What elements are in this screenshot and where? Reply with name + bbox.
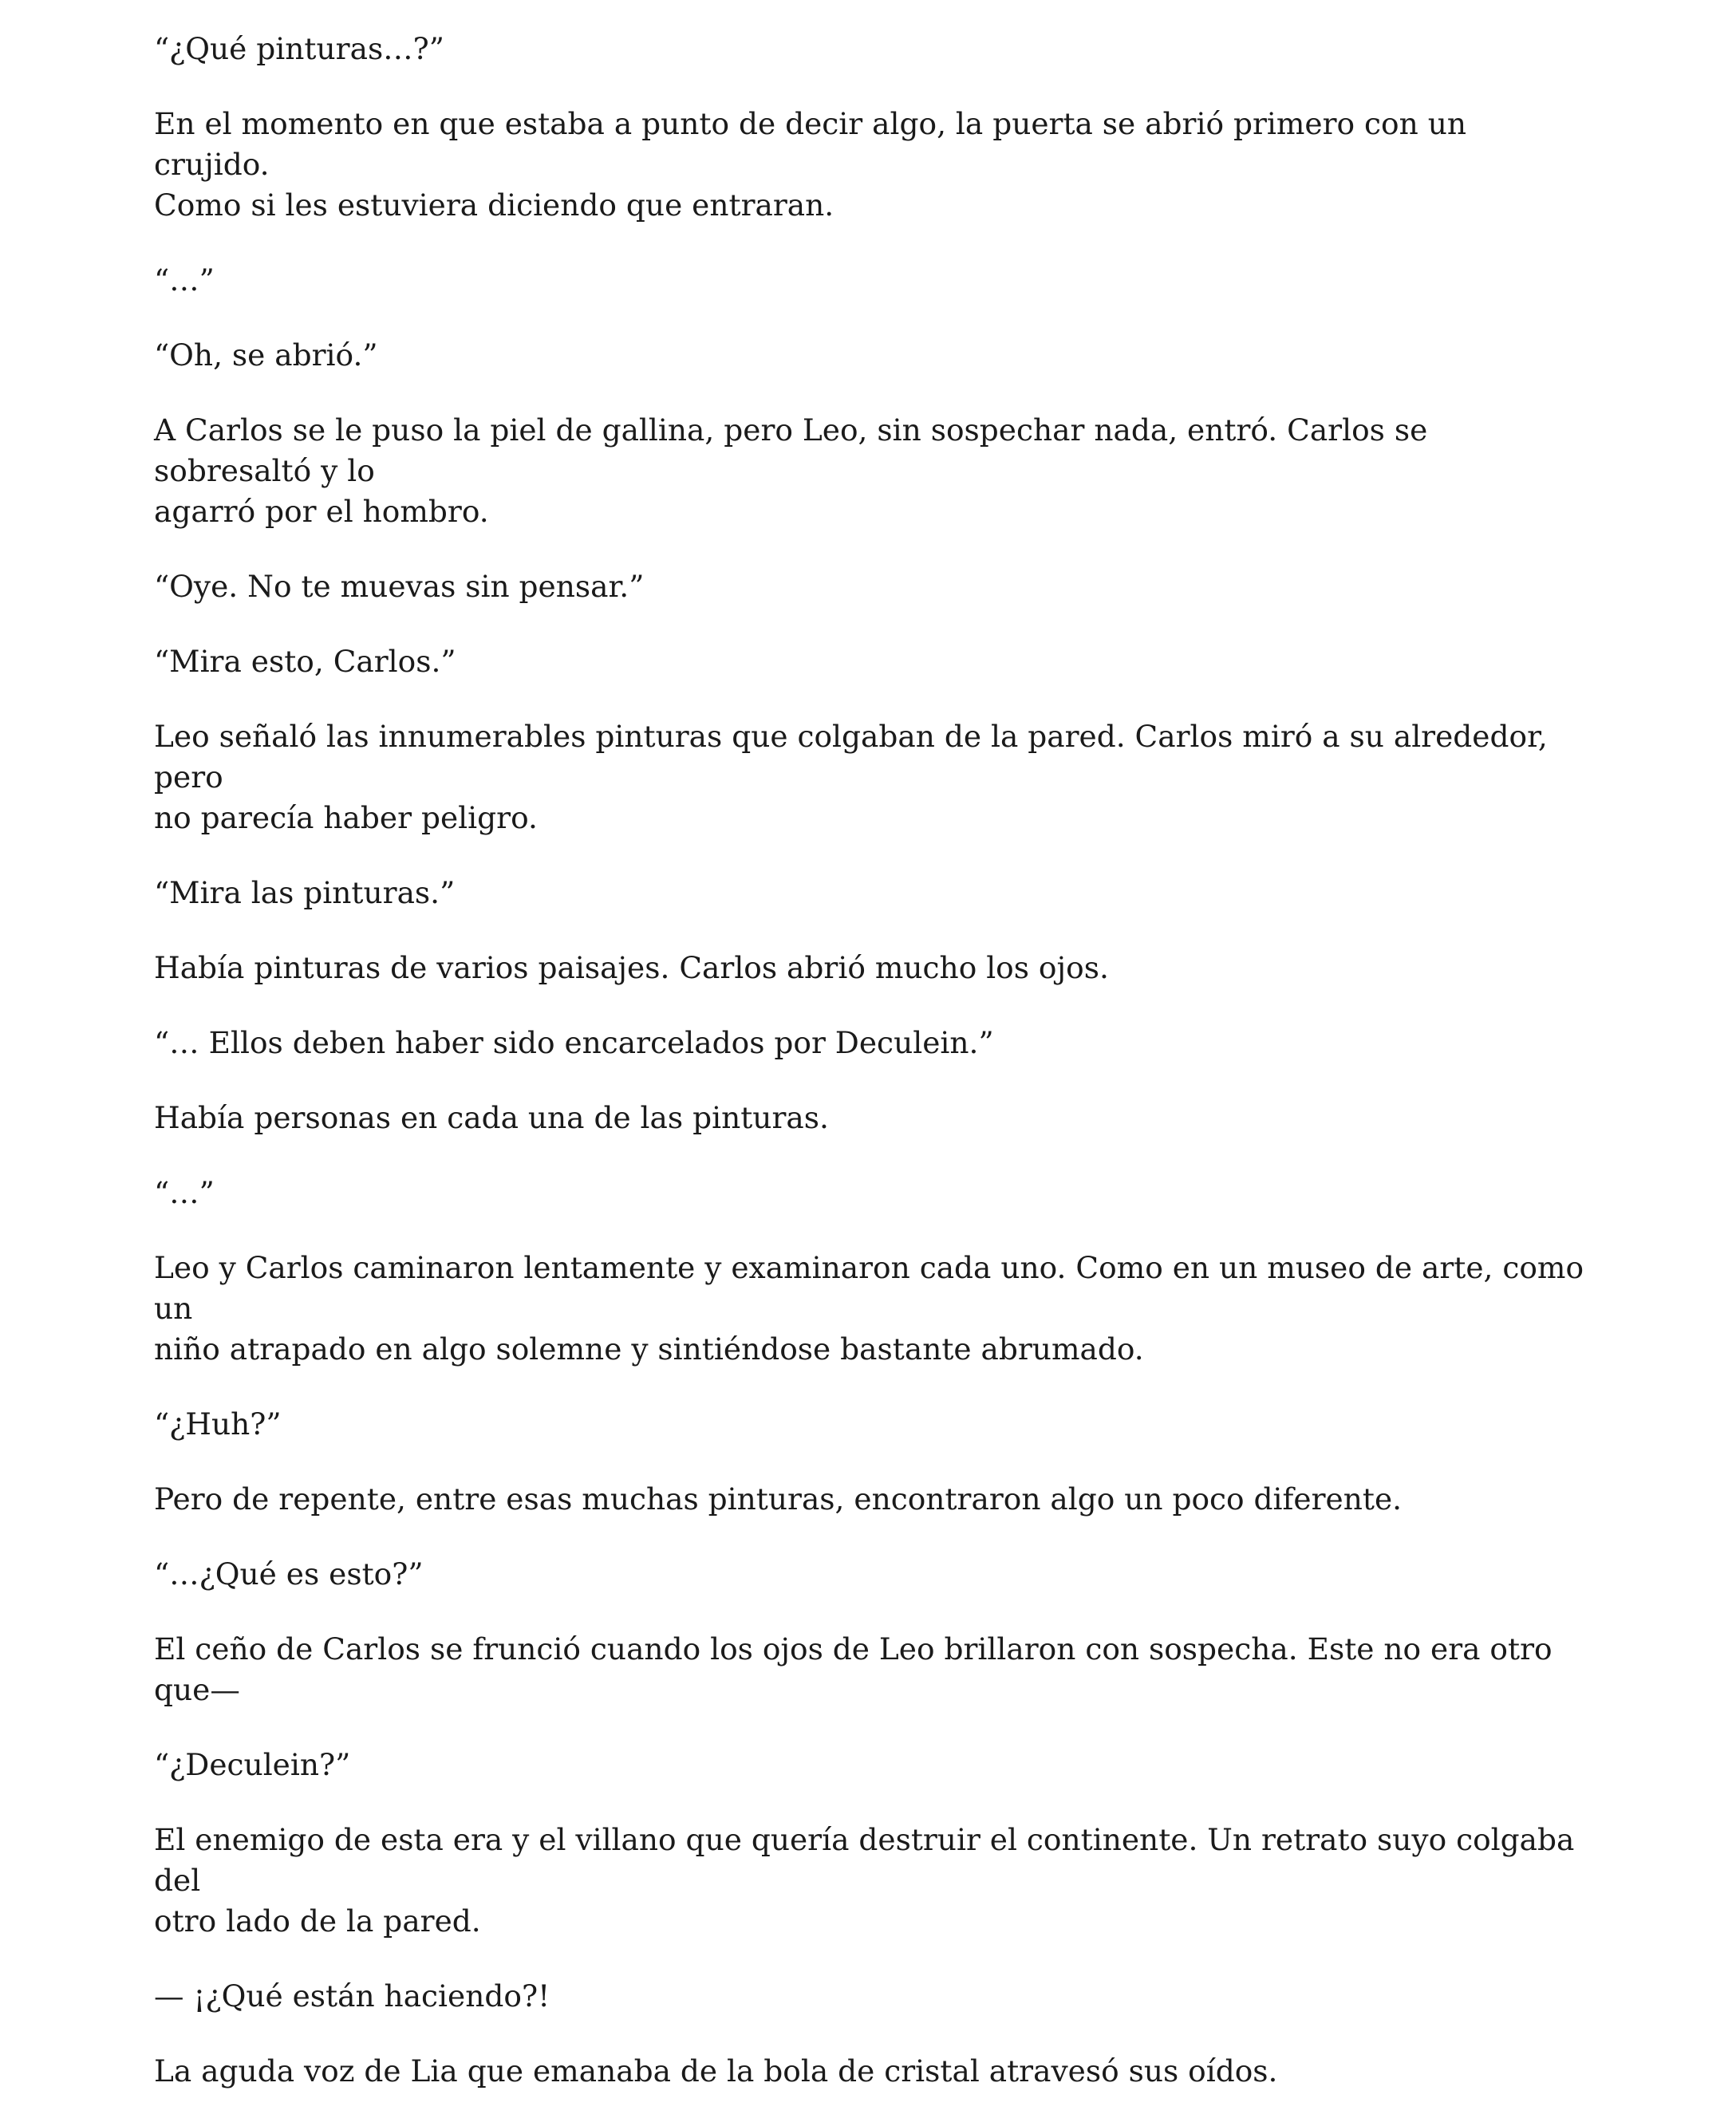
- paragraph: El enemigo de esta era y el villano que quería destruir el continente. Un retrato suyo colgaba del otro lado de la pared.: [154, 1822, 1575, 1939]
- paragraph: “Oh, se abrió.”: [154, 337, 378, 373]
- paragraph: Leo señaló las innumerables pinturas que colgaban de la pared. Carlos miró a su alrededor, pero no parecía haber peligro.: [154, 719, 1548, 835]
- paragraph: La aguda voz de Lia que emanaba de la bola de cristal atravesó sus oídos.: [154, 2053, 1278, 2089]
- paragraph: “¿Qué pinturas…?”: [154, 31, 444, 66]
- paragraph: “Mira esto, Carlos.”: [154, 644, 456, 679]
- paragraph: Leo y Carlos caminaron lentamente y examinaron cada uno. Como en un museo de arte, como un niño atrapado en algo solemne y sintiéndose bastante abrumado.: [154, 1250, 1584, 1367]
- paragraph: Había personas en cada una de las pinturas.: [154, 1100, 829, 1135]
- paragraph: “…”: [154, 1175, 215, 1210]
- paragraph: — ¡¿Qué están haciendo?!: [154, 1978, 550, 2014]
- paragraph: Había pinturas de varios paisajes. Carlos abrió mucho los ojos.: [154, 950, 1109, 985]
- paragraph: Pero de repente, entre esas muchas pinturas, encontraron algo un poco diferente.: [154, 1481, 1403, 1517]
- document-body: [154, 29, 1590, 2126]
- paragraph: “Mira las pinturas.”: [154, 875, 456, 910]
- paragraph: A Carlos se le puso la piel de gallina, pero Leo, sin sospechar nada, entró. Carlos se sobresaltó y lo agarró por el hombro.: [154, 412, 1428, 529]
- paragraph: “¿Deculein?”: [154, 1747, 351, 1782]
- paragraph: “Oye. No te muevas sin pensar.”: [154, 569, 645, 604]
- paragraph: “…¿Qué es esto?”: [154, 1556, 424, 1592]
- paragraph: “… Ellos deben haber sido encarcelados por Deculein.”: [154, 1025, 994, 1060]
- paragraph: En el momento en que estaba a punto de decir algo, la puerta se abrió primero con un crujido. Como si les estuviera diciendo que entraran.: [154, 106, 1467, 223]
- paragraph: El ceño de Carlos se frunció cuando los ojos de Leo brillaron con sospecha. Este no era otro que—: [154, 1631, 1562, 1707]
- paragraph: “¿Huh?”: [154, 1406, 282, 1442]
- paragraph: “…”: [154, 262, 215, 298]
